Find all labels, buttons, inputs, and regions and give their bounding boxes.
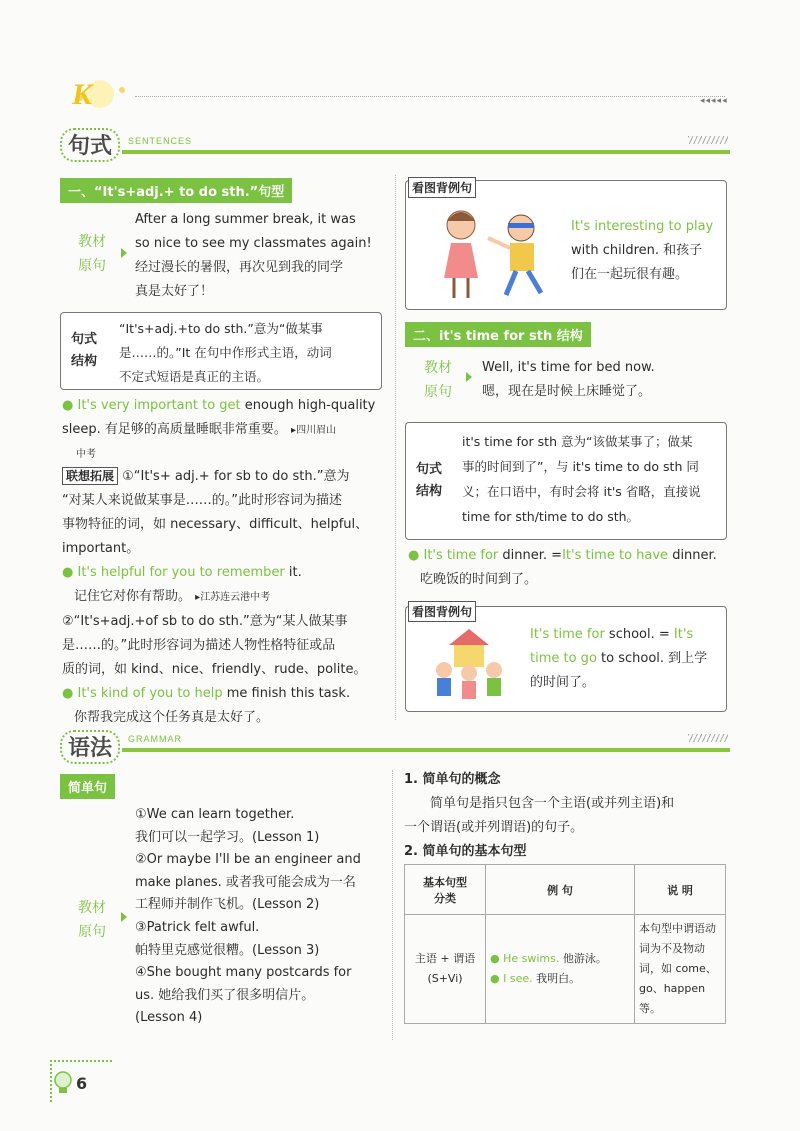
column-divider	[395, 175, 396, 720]
lightbulb-icon	[52, 1070, 74, 1096]
table-cell: 主语 + 谓语 (S+Vi)	[405, 915, 486, 1024]
top-arrows: ◂◂◂◂◂	[700, 96, 728, 106]
grammar-banner: 简单句	[60, 774, 115, 799]
part2-example-sentence: ● It's time for dinner. =It's time to have dinner. 吃晚饭的时间到了。	[408, 548, 717, 587]
structure-label: 句式 结构	[416, 462, 443, 499]
structure-label: 句式 结构	[71, 332, 98, 369]
part1-expand: 联想拓展 ①“It's+ adj.+ for sb to do sth.”意为 “对某人来说做某事是……的。”此时形容词为描述 事物特征的词，如 necessary、difficult、helpful、 important。 ● It's helpful for you to remember it. 记住它对你有帮助。 ▸江苏连云港中考 ②“It's+adj.+of sb to do sth.”意为“某人做某事 是……的。”此时形容词为描述人物性格特征或品 质的词，如 kind、nice、friendly、rude、polite。 ● It's kind of you to help me finish this task. 你帮我完成这个任务真是太好了。	[62, 469, 369, 725]
source-tag-2: 中考	[76, 449, 96, 460]
pointer-icon	[121, 248, 127, 258]
table-header: 基本句型 分类	[405, 865, 486, 915]
bullet-icon: ●	[62, 398, 74, 413]
part2-banner: 二、it's time for sth 结构	[405, 322, 591, 347]
sentences-title: 句式	[68, 134, 113, 159]
children-playing-illustration	[426, 203, 556, 301]
sentence-pattern-table	[404, 864, 726, 1024]
source-tag: ▸四川眉山	[291, 425, 337, 436]
sentences-subtitle: SENTENCES	[128, 136, 193, 146]
page-number: 6	[76, 1074, 88, 1093]
hatch-decoration	[688, 734, 728, 742]
expand-tag: 联想拓展	[62, 467, 118, 485]
grammar-examples: ①We can learn together. 我们可以一起学习。(Lesson 1) ②Or maybe I'll be an engineer and make planes. 或者我可能会成为一名 工程师并制作飞机。(Lesson 2) ③Patrick felt awful. 帕特里克感觉很糟。(Lesson 3) ④She bought many postcards for us. 她给我们买了很多明信片。 (Lesson 4)	[135, 807, 361, 1026]
part1-textbook-label: 教材 原句	[78, 234, 106, 274]
structure-text: “It's+adj.+to do sth.”意为“做某事 是……的。”It 在句中作形式主语，动词 不定式短语是真正的主语。	[119, 321, 332, 384]
hatch-decoration	[688, 136, 728, 144]
bullet-icon: ●	[62, 565, 74, 580]
grammar-header	[60, 730, 730, 760]
example-cn: sleep. 有足够的高质量睡眠非常重要。	[62, 422, 287, 437]
pointer-icon	[466, 372, 472, 382]
part2-structure-box	[405, 422, 727, 540]
picture1-box	[405, 180, 727, 310]
table-row	[405, 915, 726, 1024]
grammar-textbook-label: 教材 原句	[78, 900, 106, 940]
part1-example1	[62, 394, 392, 467]
example-green: It's very important to get	[77, 398, 241, 413]
picture1-tag: 看图背例句	[408, 177, 476, 198]
picture1-text: It's interesting to play with children. 和孩子 们在一起玩很有趣。	[571, 219, 714, 282]
part1-example: After a long summer break, it was so nice to see my classmates again! 经过漫长的暑假，再次见到我的同学 真是太好了！	[135, 212, 372, 299]
table-header: 例 句	[486, 865, 635, 915]
structure-text: it's time for sth 意为“该做某事了；做某 事的时间到了”，与 it's time to do sth 同 义；在口语中，有时会将 it's 省略，直接说 time for sth/time to do sth。	[462, 434, 701, 524]
grammar-column-divider	[392, 770, 393, 1040]
table-cell: 本句型中谓语动 词为不及物动 词，如 come、 go、happen 等。	[635, 915, 726, 1024]
k-letter-logo: K	[72, 78, 93, 111]
example-rest: enough high-quality	[240, 398, 376, 413]
table-cell: ● He swims. 他游泳。 ● I see. 我明白。	[486, 915, 635, 1024]
part2-example: Well, it's time for bed now. 嗯，现在是时候上床睡觉了。	[482, 360, 655, 399]
pointer-icon	[121, 912, 127, 922]
picture2-text: It's time for school. = It's time to go to school. 到上学 的时间了。	[530, 627, 708, 690]
kids-going-to-school-illustration	[424, 625, 514, 705]
table-header: 说 明	[635, 865, 726, 915]
part2-textbook-label: 教材 原句	[424, 360, 452, 400]
grammar-title: 语法	[68, 736, 113, 761]
part1-structure-box	[60, 312, 382, 390]
part1-banner: 一、“It's+adj.+ to do sth.”句型	[60, 178, 292, 203]
top-dotted-rule	[135, 96, 725, 97]
bullet-icon: ●	[408, 548, 420, 563]
sentences-header	[60, 128, 730, 158]
grammar-concept: 1. 简单句的概念 简单句是指只包含一个主语(或并列主语)和 一个谓语(或并列谓语)的句子。 2. 简单句的基本句型	[404, 772, 675, 859]
grammar-subtitle: GRAMMAR	[128, 734, 182, 744]
sentences-bar	[122, 150, 730, 154]
grammar-bar	[122, 748, 730, 752]
picture2-tag: 看图背例句	[408, 601, 476, 622]
bullet-icon: ●	[62, 686, 74, 701]
table-header-row	[405, 865, 726, 915]
picture2-box	[405, 606, 727, 712]
